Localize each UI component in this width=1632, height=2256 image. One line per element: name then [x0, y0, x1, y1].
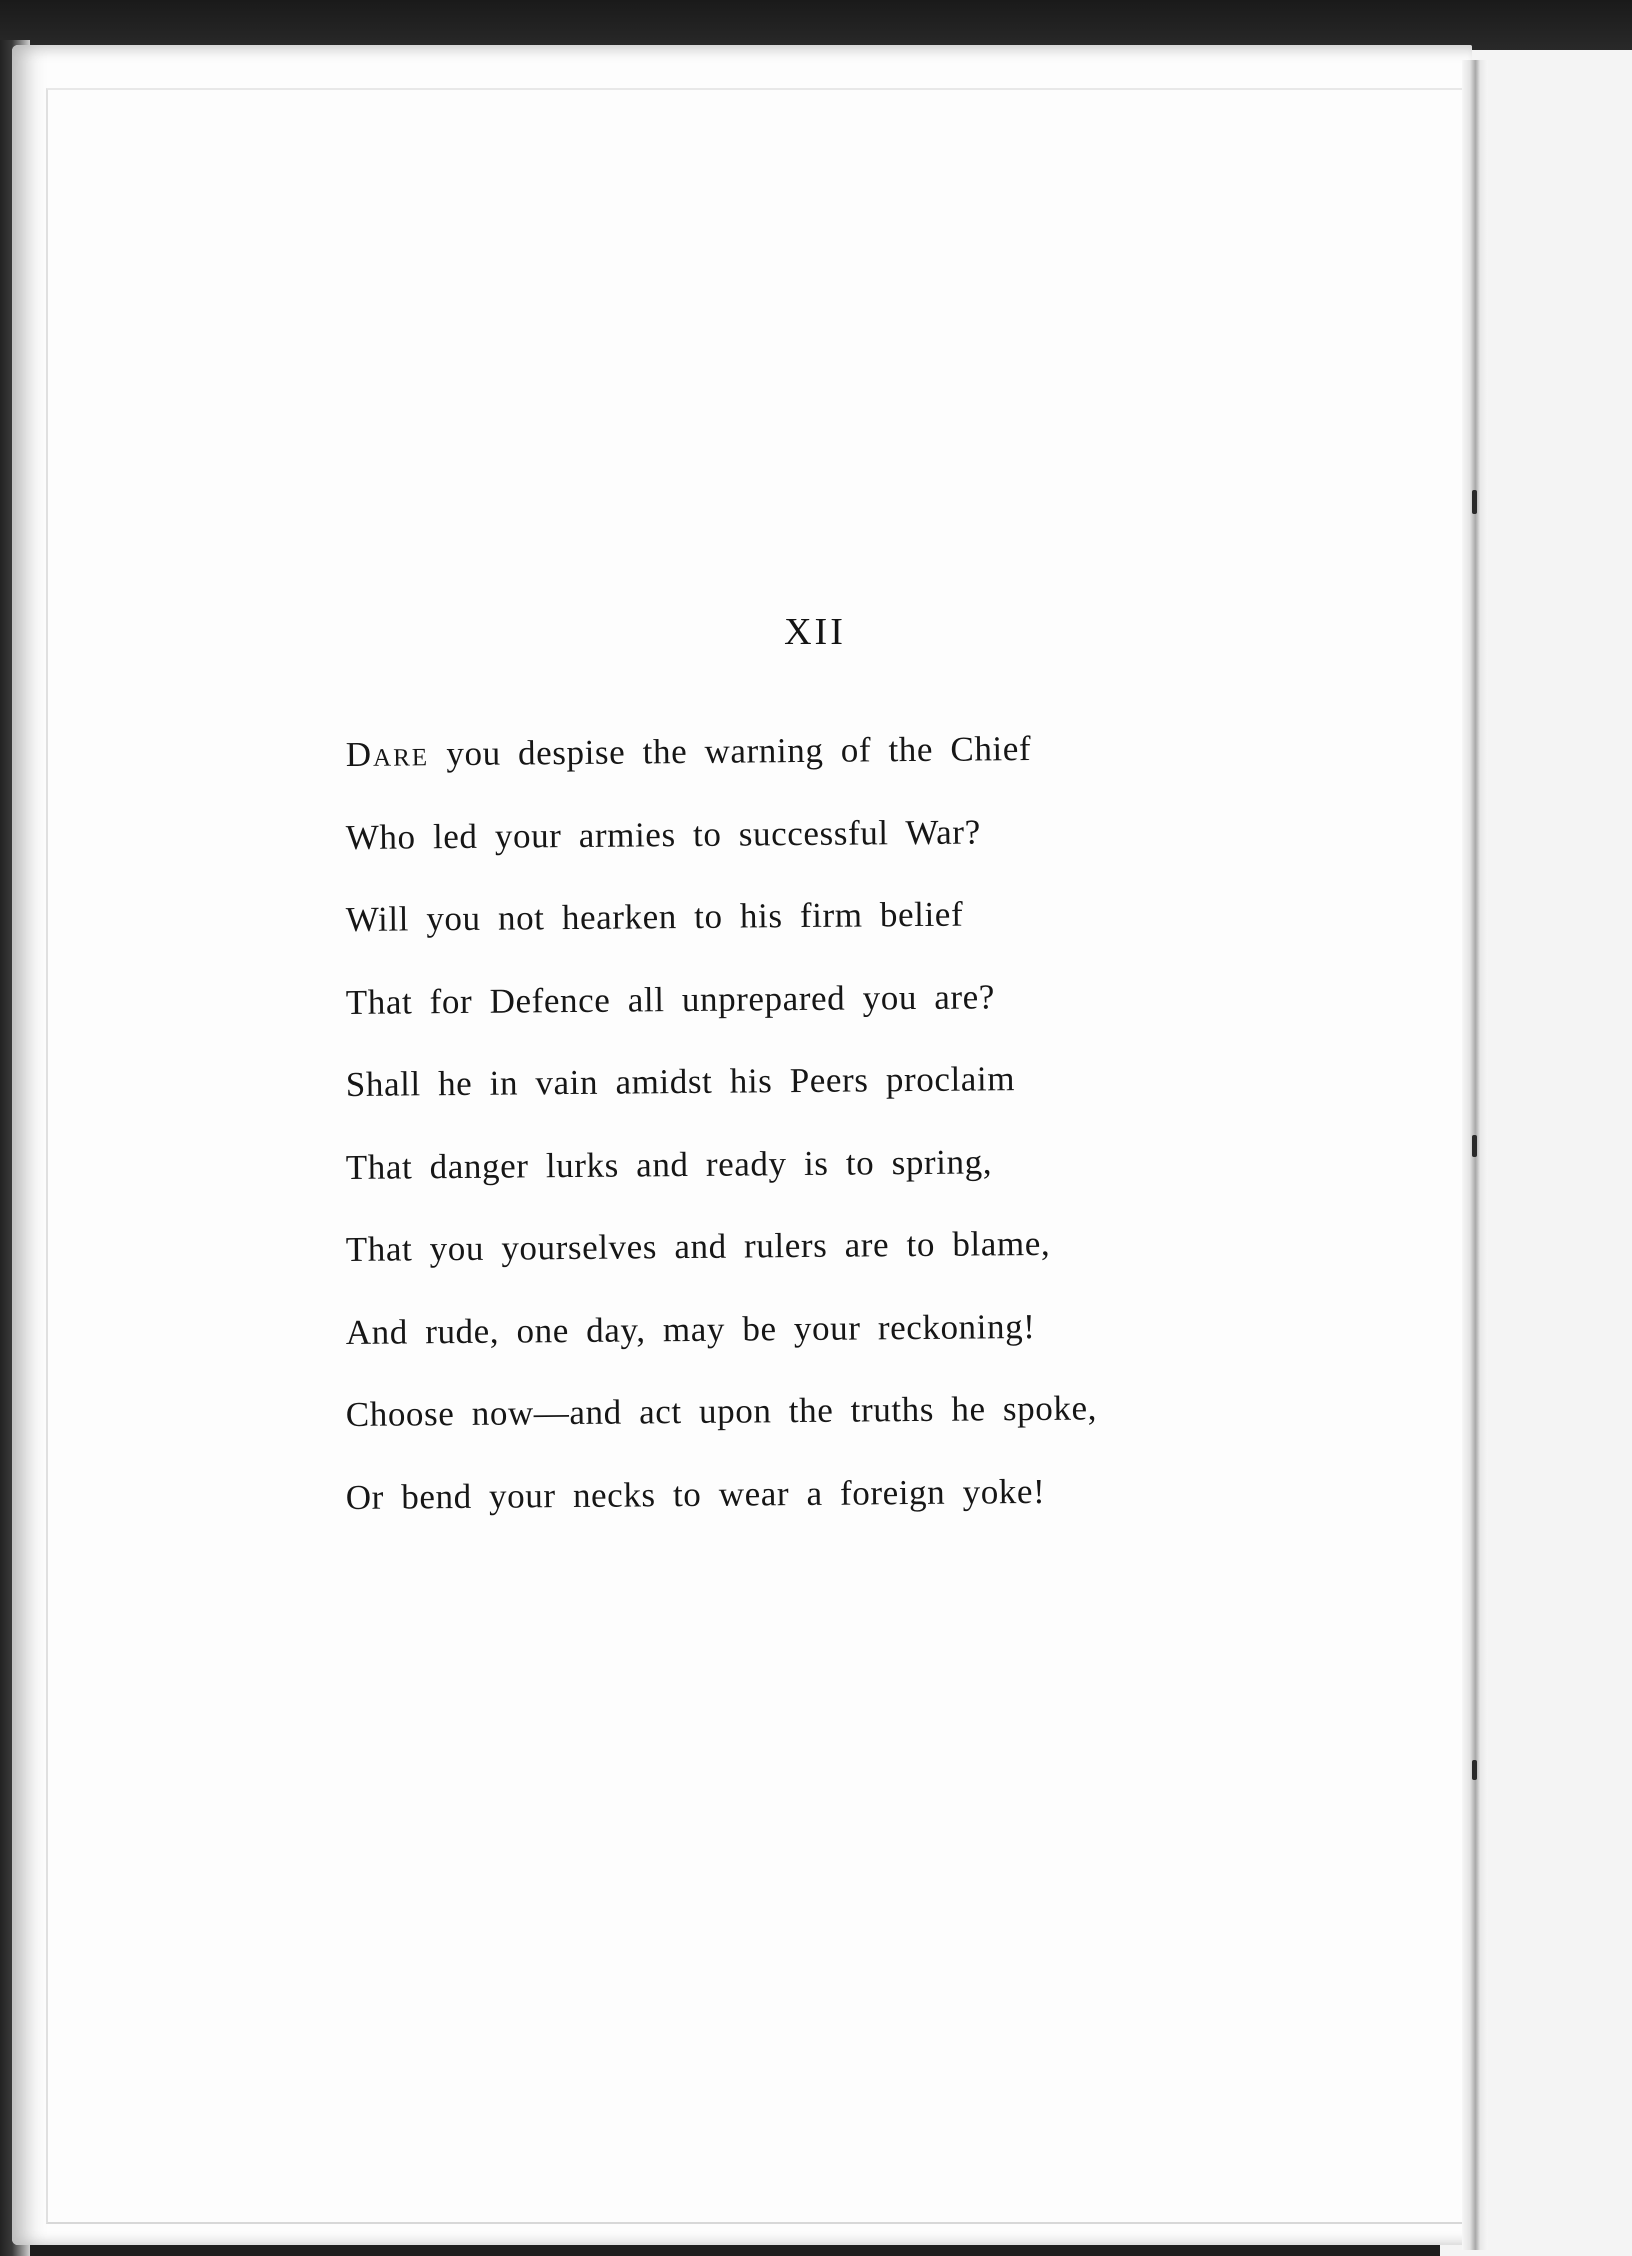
- binding-mark: [1472, 1760, 1477, 1780]
- poem-line: Who led your armies to successful War?: [345, 811, 981, 857]
- book-gutter: [1462, 60, 1488, 2250]
- poem-line: That for Defence all unprepared you are?: [345, 976, 996, 1022]
- poem: [345, 729, 1346, 1560]
- poem-first-line-rest: you despise the warning of the Chief: [428, 729, 1032, 774]
- poem-line: [346, 726, 1347, 817]
- chapter-number: XII: [784, 611, 846, 653]
- poem-line: Will you not hearken to his firm belief: [345, 894, 964, 940]
- poem-line: And rude, one day, may be your reckoning!: [345, 1306, 1036, 1352]
- poem-line: That danger lurks and ready is to spring,: [345, 1141, 993, 1187]
- poem-line: Or bend your necks to wear a foreign yoke!: [345, 1471, 1046, 1517]
- poem-first-word: Dare: [345, 734, 430, 775]
- poem-line: Shall he in vain amidst his Peers proclaim: [345, 1059, 1016, 1105]
- poem-line: That you yourselves and rulers are to blame,: [345, 1223, 1051, 1269]
- binding-mark: [1472, 490, 1477, 514]
- poem-line: Choose now—and act upon the truths he spoke,: [345, 1388, 1098, 1434]
- binding-mark: [1472, 1135, 1477, 1157]
